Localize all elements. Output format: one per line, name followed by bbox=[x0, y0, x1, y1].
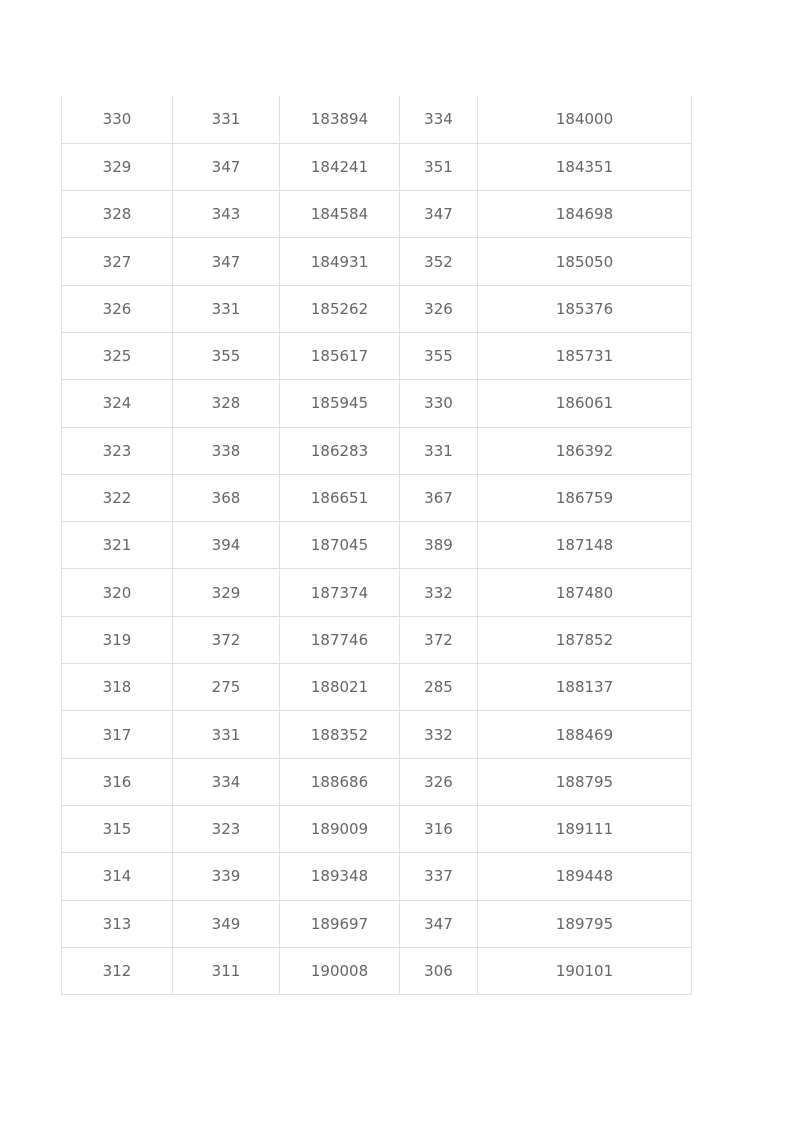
table-cell: 306 bbox=[400, 947, 478, 994]
table-row bbox=[62, 522, 692, 569]
table-cell: 187045 bbox=[280, 522, 400, 569]
table-row bbox=[62, 143, 692, 190]
table-cell: 351 bbox=[400, 143, 478, 190]
table-row bbox=[62, 380, 692, 427]
table-cell: 347 bbox=[400, 900, 478, 947]
table-row bbox=[62, 332, 692, 379]
table-cell: 189111 bbox=[478, 805, 692, 852]
table-row bbox=[62, 285, 692, 332]
table-row bbox=[62, 664, 692, 711]
table-cell: 326 bbox=[400, 758, 478, 805]
table-cell: 330 bbox=[400, 380, 478, 427]
table-cell: 367 bbox=[400, 474, 478, 521]
table-cell: 184931 bbox=[280, 238, 400, 285]
table-cell: 188686 bbox=[280, 758, 400, 805]
table-cell: 389 bbox=[400, 522, 478, 569]
table-row bbox=[62, 805, 692, 852]
table-cell: 327 bbox=[62, 238, 173, 285]
table-cell: 318 bbox=[62, 664, 173, 711]
table-cell: 316 bbox=[62, 758, 173, 805]
table-cell: 189348 bbox=[280, 853, 400, 900]
table-cell: 329 bbox=[173, 569, 280, 616]
table-cell: 186651 bbox=[280, 474, 400, 521]
table-row bbox=[62, 711, 692, 758]
table-row bbox=[62, 191, 692, 238]
table-cell: 185731 bbox=[478, 332, 692, 379]
table-cell: 185376 bbox=[478, 285, 692, 332]
table-cell: 321 bbox=[62, 522, 173, 569]
table-cell: 188352 bbox=[280, 711, 400, 758]
table-cell: 372 bbox=[173, 616, 280, 663]
table-cell: 343 bbox=[173, 191, 280, 238]
table-cell: 311 bbox=[173, 947, 280, 994]
table-cell: 184584 bbox=[280, 191, 400, 238]
table-cell: 331 bbox=[173, 285, 280, 332]
table-cell: 368 bbox=[173, 474, 280, 521]
table-cell: 331 bbox=[400, 427, 478, 474]
table-cell: 337 bbox=[400, 853, 478, 900]
table-cell: 372 bbox=[400, 616, 478, 663]
table-cell: 184241 bbox=[280, 143, 400, 190]
table-cell: 355 bbox=[400, 332, 478, 379]
table-cell: 190008 bbox=[280, 947, 400, 994]
table-cell: 328 bbox=[62, 191, 173, 238]
table-row bbox=[62, 96, 692, 143]
table-cell: 285 bbox=[400, 664, 478, 711]
table-cell: 315 bbox=[62, 805, 173, 852]
table-cell: 190101 bbox=[478, 947, 692, 994]
table-cell: 189009 bbox=[280, 805, 400, 852]
table-cell: 320 bbox=[62, 569, 173, 616]
table-cell: 319 bbox=[62, 616, 173, 663]
table-cell: 186061 bbox=[478, 380, 692, 427]
table-cell: 185945 bbox=[280, 380, 400, 427]
table-cell: 323 bbox=[173, 805, 280, 852]
table-cell: 189795 bbox=[478, 900, 692, 947]
table-cell: 313 bbox=[62, 900, 173, 947]
table-row bbox=[62, 569, 692, 616]
table-cell: 326 bbox=[62, 285, 173, 332]
table-cell: 314 bbox=[62, 853, 173, 900]
table-cell: 187852 bbox=[478, 616, 692, 663]
table-row bbox=[62, 900, 692, 947]
table-cell: 275 bbox=[173, 664, 280, 711]
table-cell: 323 bbox=[62, 427, 173, 474]
table-cell: 184351 bbox=[478, 143, 692, 190]
table-cell: 352 bbox=[400, 238, 478, 285]
table-cell: 183894 bbox=[280, 96, 400, 143]
table-cell: 185050 bbox=[478, 238, 692, 285]
table-cell: 186283 bbox=[280, 427, 400, 474]
table-row bbox=[62, 616, 692, 663]
table-cell: 332 bbox=[400, 711, 478, 758]
table-cell: 324 bbox=[62, 380, 173, 427]
table-cell: 185617 bbox=[280, 332, 400, 379]
table-row bbox=[62, 238, 692, 285]
table-row bbox=[62, 758, 692, 805]
table-cell: 347 bbox=[173, 238, 280, 285]
table-cell: 189448 bbox=[478, 853, 692, 900]
table-cell: 322 bbox=[62, 474, 173, 521]
table-cell: 188021 bbox=[280, 664, 400, 711]
table-cell: 330 bbox=[62, 96, 173, 143]
table-row bbox=[62, 853, 692, 900]
table-cell: 312 bbox=[62, 947, 173, 994]
table-cell: 316 bbox=[400, 805, 478, 852]
table-cell: 188795 bbox=[478, 758, 692, 805]
table-cell: 328 bbox=[173, 380, 280, 427]
table-cell: 189697 bbox=[280, 900, 400, 947]
table-cell: 334 bbox=[400, 96, 478, 143]
table-cell: 338 bbox=[173, 427, 280, 474]
table-cell: 187148 bbox=[478, 522, 692, 569]
table-cell: 394 bbox=[173, 522, 280, 569]
table-cell: 334 bbox=[173, 758, 280, 805]
table-cell: 329 bbox=[62, 143, 173, 190]
table-body bbox=[62, 96, 692, 995]
table-cell: 185262 bbox=[280, 285, 400, 332]
score-table bbox=[61, 96, 692, 995]
table-cell: 184698 bbox=[478, 191, 692, 238]
table-cell: 349 bbox=[173, 900, 280, 947]
table-cell: 347 bbox=[173, 143, 280, 190]
table-cell: 332 bbox=[400, 569, 478, 616]
table-cell: 184000 bbox=[478, 96, 692, 143]
table-cell: 355 bbox=[173, 332, 280, 379]
table-cell: 186759 bbox=[478, 474, 692, 521]
table-row bbox=[62, 474, 692, 521]
table-cell: 186392 bbox=[478, 427, 692, 474]
table-cell: 347 bbox=[400, 191, 478, 238]
table-cell: 331 bbox=[173, 96, 280, 143]
table-cell: 339 bbox=[173, 853, 280, 900]
table-row bbox=[62, 427, 692, 474]
table-cell: 187746 bbox=[280, 616, 400, 663]
table-cell: 188469 bbox=[478, 711, 692, 758]
table-cell: 317 bbox=[62, 711, 173, 758]
table-cell: 187480 bbox=[478, 569, 692, 616]
table-cell: 331 bbox=[173, 711, 280, 758]
table-cell: 187374 bbox=[280, 569, 400, 616]
table-cell: 326 bbox=[400, 285, 478, 332]
table-cell: 325 bbox=[62, 332, 173, 379]
table-cell: 188137 bbox=[478, 664, 692, 711]
table-row bbox=[62, 947, 692, 994]
